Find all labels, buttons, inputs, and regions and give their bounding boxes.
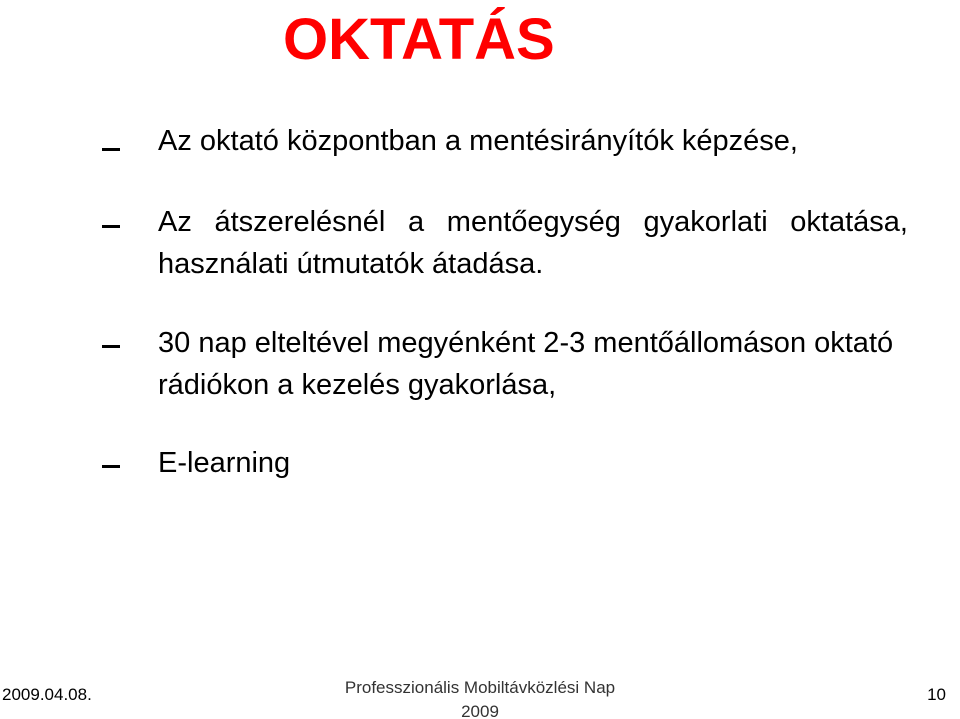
dash-bullet-icon: [102, 345, 120, 348]
slide-title: OKTATÁS: [283, 7, 555, 72]
footer-event-line-1: Professzionális Mobiltávközlési Nap: [344, 678, 616, 697]
bullet-text: Az oktató központban a mentésirányítók képzése,: [158, 125, 798, 157]
dash-bullet-icon: [102, 225, 120, 228]
bullet-text: Az átszerelésnél a mentőegység gyakorlati oktatása, használati útmutatók átadása.: [158, 206, 908, 280]
footer-event-name: [280, 676, 680, 719]
footer-date: 2009.04.08.: [2, 685, 92, 704]
bullet-text: E-learning: [158, 447, 291, 479]
dash-bullet-icon: [102, 148, 120, 151]
slide-page-number: 10: [927, 685, 946, 704]
dash-bullet-icon: [102, 465, 120, 468]
footer-event-line-2: 2009: [461, 702, 499, 719]
bullet-text: 30 nap elteltével megyénként 2-3 mentőállomáson oktató rádiókon a kezelés gyakorlása,: [158, 327, 894, 401]
